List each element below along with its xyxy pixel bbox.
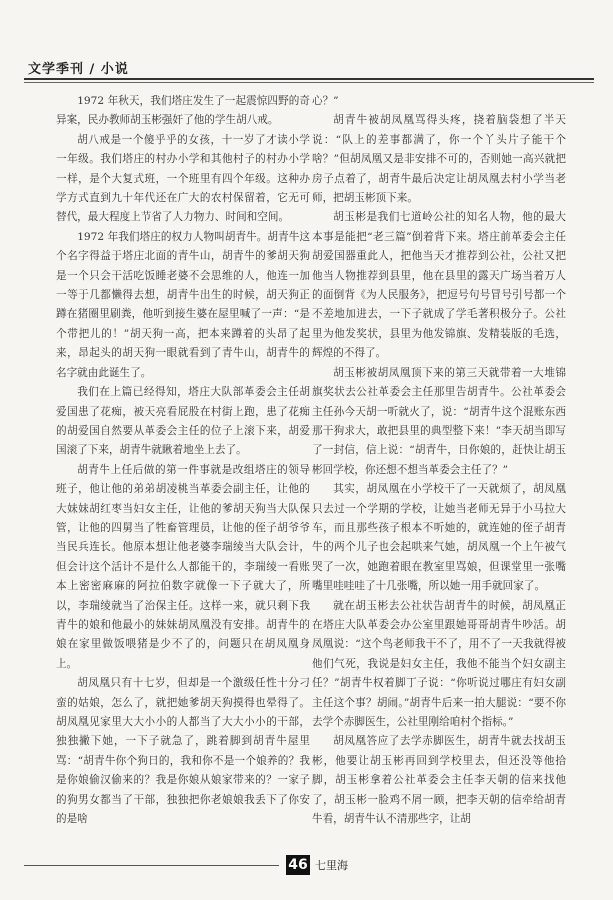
- paragraph: 胡凤凰只有十七岁，但却是一个激级任性十分刁蛮的姑娘，怎么了，就把她爹胡天狗摸得也晕得了。胡凤凰见家里大大小小的人都当了大大小小的干部，独独撇下她，一下子就急了，跳着脚到胡青牛屋里骂：“胡青牛你个狗日的，我和你不是一个娘养的？我是你娘偷汉偷来的？我是你娘从娘家带来的？一家子的狗男女都当了干部，独独把你老娘娘我丢下了你安的是啥: [56, 677, 310, 826]
- page-footer: [24, 853, 594, 879]
- paragraph: 胡玉彬是我们七道岭公社的知名人物，他的最大本事是能把“老三篇”倒着背下来。塔庄前革委会主任胡爱国器重此人，把他当天才推荐到公社，公社又把他当人物推荐到县里，他在县里的露天广场当着万人的面倒背《为人民服务》，把逗号句号冒号引号都一个不差地加进去，一下子就成了学毛著积极分子。公社里为他发奖状，县里为他发锦旗、发精装版的毛选，辉煌的不得了。: [312, 211, 566, 360]
- footer-rule: [24, 865, 279, 866]
- header-rule: [24, 78, 594, 80]
- header-rule-thin: [24, 82, 594, 83]
- paragraph: 胡八戒是一个傻乎乎的女孩，十一岁了才读小学一年级。我们塔庄的村办小学和其他村子的村办小学一样，是个大复式班，一个班里有四个年级。这种办学方式直到九十年代还在广大的农村保留着，它无可替代，最大程度上节省了人力物力、时间和空间。: [56, 133, 310, 224]
- right-column: [312, 92, 566, 862]
- paragraph: 胡青牛上任后做的第一件事就是改组塔庄的领导班子，他让他的弟弟胡凌桃当革委会副主任，让他的大妹妹胡红枣当妇女主任，让他的爹胡天狗当大队保管，让他的四舅当了牲畜管理员，让他的侄子胡爷爷当民兵连长。他原本想让他老婆李瑞绫当大队会计，但会计这个活计不是什么人都能干的，李瑞绫一看账本上密密麻麻的阿拉伯数字就像一下子就大了，所以，李瑞绫就当了治保主任。这样一来，就只剩下我青牛的娘和他最小的妹妹胡凤凰没有安排。胡青牛的娘在家里做饭喂猪是少不了的，问题只在胡凤凰身上。: [56, 463, 310, 670]
- running-header: [24, 58, 594, 80]
- paragraph-continued: 心？”: [312, 95, 339, 107]
- paragraph: 胡凤凰答应了去学赤脚医生，胡青牛就去找胡玉彬，他要让胡玉彬再回到学校里去，但还没等他拾脚，胡玉彬拿着公社革委会主任李天朝的信来找他了，胡玉彬一脸鸡不屑一顾，把李天朝的信牵给胡青牛看，胡青牛认不清那些字，让胡: [312, 735, 566, 826]
- magazine-name: 七里海: [315, 859, 348, 872]
- paragraph: 就在胡玉彬去公社状告胡青牛的时候，胡凤凰正在塔庄大队革委会办公室里跟她哥哥胡青牛吵活。胡凤凰说：“这个鸟老师我干不了，用不了一天我就得被他们气死，我说是妇女主任，我他不能当个妇女副主任？”胡青牛权着脚丁子说：“你听说过哪庄有妇女副主任这个事？胡闹。”胡青牛后来一拍大腿说：“要不你去学个赤脚医生，公社里刚给咱村个指标。”: [312, 599, 566, 728]
- paragraph: 我们在上篇已经得知，塔庄大队部革委会主任胡爱国患了花痴，被天亮看屁股在村街上跑，患了花痴的胡爱国自然要从革委会主任的位子上滚下来，胡爱国滚了下来，胡青牛就瞅着地坐上去了。: [56, 386, 310, 457]
- page-number: 46: [286, 855, 310, 875]
- header-label: 文学季刊 / 小说: [28, 62, 129, 77]
- paragraph: 1972 年我们塔庄的权力人物叫胡青牛。胡青牛这个名字得益于塔庄北面的青牛山，胡青牛的爹胡天狗是一个只会干活吃饭睡老婆不会思维的人，他连一加一等于几都懒得去想，胡青牛出生的时候，胡天狗正蹲在猪圈里刷粪，他听到接生婆在屋里喊了一声：“是个带把儿的！”胡天狗一高，把本来蹲着的头昂了起来，昂起头的胡天狗一眼就看到了青牛山，胡青牛的名字就由此诞生了。: [56, 230, 310, 379]
- paragraph: 胡玉彬被胡凤凰顶下来的第三天就带着一大堆锦旗奖状去公社革委会主任那里告胡青牛。公社革委会主任孙今天胡一听就火了，说：“胡青牛这个混账东西那干狗求大，敢把县里的典型整下来！”李天胡当即写了一封信，信上说：“胡青牛，日你娘的，赶快让胡玉彬回学校，你还想不想当革委会主任了？”: [312, 366, 566, 476]
- paragraph: 胡青牛被胡凤凰骂得头疼，挠着脑袋想了半天说：“队上的差事都满了，你一个丫头片子能干个啥？”但胡凤凰又是非安排不可的，否则她一高兴就把房子点着了，胡青牛最后决定让胡凤凰去村小学当老师，把胡玉彬顶下来。: [312, 114, 566, 205]
- left-column: [56, 92, 310, 862]
- paragraph: 1972 年秋天，我们塔庄发生了一起震惊四野的奇异案，民办教师胡玉彬强奸了他的学生胡八戒。: [56, 95, 310, 127]
- paragraph: 其实，胡凤凰在小学校干了一天就烦了，胡凤凰只去过一个学期的学校，让她当老师无异于小马拉大车，而且那些孩子根本不听她的，就连她的侄子胡青牛的两个儿子也会起哄来气她，胡凤凰一个上午被气哭了一次，她跑着眼在教室里骂娘，但课堂里一张嘴嘴里哇哇哇了十几张嘴，所以她一用手就回家了。: [312, 483, 566, 593]
